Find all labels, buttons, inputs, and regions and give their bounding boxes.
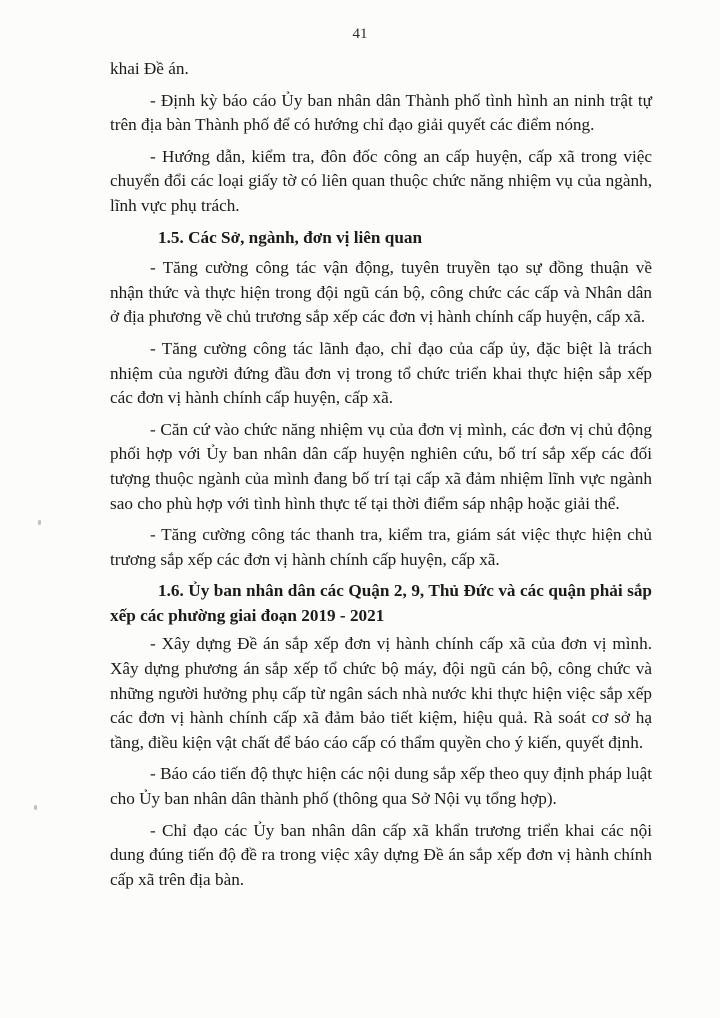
scan-speck — [38, 520, 41, 525]
paragraph: - Tăng cường công tác vận động, tuyên truyền tạo sự đồng thuận về nhận thức và thực hiện trong đội ngũ cán bộ, công chức các cấp và Nhân dân ở địa phương về chủ trương sắp xếp các đơn vị hành chính cấp huyện, cấp xã. — [110, 258, 652, 327]
paragraph: - Định kỳ báo cáo Ủy ban nhân dân Thành phố tình hình an ninh trật tự trên địa bàn Thành phố để có hướng chỉ đạo giải quyết các điểm nóng. — [110, 90, 652, 135]
page-number: 41 — [352, 26, 368, 42]
paragraph: - Hướng dẫn, kiểm tra, đôn đốc công an cấp huyện, cấp xã trong việc chuyển đổi các loại giấy tờ có liên quan thuộc chức năng nhiệm vụ của ngành, lĩnh vực phụ trách. — [110, 146, 652, 215]
document-body — [110, 57, 652, 899]
paragraph: - Tăng cường công tác lãnh đạo, chỉ đạo của cấp ủy, đặc biệt là trách nhiệm của người đứng đầu đơn vị trong tổ chức triển khai thực hiện sắp xếp các đơn vị hành chính cấp huyện, cấp xã. — [110, 338, 652, 408]
paragraph: - Báo cáo tiến độ thực hiện các nội dung sắp xếp theo quy định pháp luật cho Ủy ban nhân dân thành phố (thông qua Sở Nội vụ tổng hợp). — [110, 764, 652, 809]
paragraph: - Chỉ đạo các Ủy ban nhân dân cấp xã khẩn trương triển khai các nội dung đúng tiến độ đề ra trong việc xây dựng Đề án sắp xếp đơn vị hành chính cấp xã trên địa bàn. — [110, 820, 652, 889]
scan-speck — [34, 805, 37, 810]
section-heading: 1.5. Các Sở, ngành, đơn vị liên quan — [158, 227, 423, 247]
paragraph: - Căn cứ vào chức năng nhiệm vụ của đơn vị mình, các đơn vị chủ động phối hợp với Ủy ban nhân dân cấp huyện nghiên cứu, bố trí sắp xếp các đối tượng thuộc ngành của mình đang bố trí tại cấp xã đảm nhiệm lĩnh vực ngành sao cho phù hợp với tình hình thực tế tại thời điểm sáp nhập hoặc giải thể. — [110, 419, 652, 513]
paragraph: - Tăng cường công tác thanh tra, kiểm tra, giám sát việc thực hiện chủ trương sắp xếp các đơn vị hành chính cấp huyện, cấp xã. — [110, 525, 652, 569]
paragraph: - Xây dựng Đề án sắp xếp đơn vị hành chính cấp xã của đơn vị mình. Xây dựng phương án sắp xếp tổ chức bộ máy, đội ngũ cán bộ, công chức và những người hưởng phụ cấp từ ngân sách nhà nước khi thực hiện việc sắp xếp các đơn vị hành chính cấp xã đảm bảo tiết kiệm, hiệu quả. Rà soát cơ sở hạ tầng, điều kiện vật chất để báo cáo cấp có thẩm quyền cho ý kiến, quyết định. — [110, 634, 652, 752]
section-heading: 1.6. Ủy ban nhân dân các Quận 2, 9, Thủ Đức và các quận phải sắp xếp các phường giai đoạn 2019 - 2021 — [110, 581, 652, 625]
paragraph-continuation: khai Đề án. — [110, 59, 189, 78]
